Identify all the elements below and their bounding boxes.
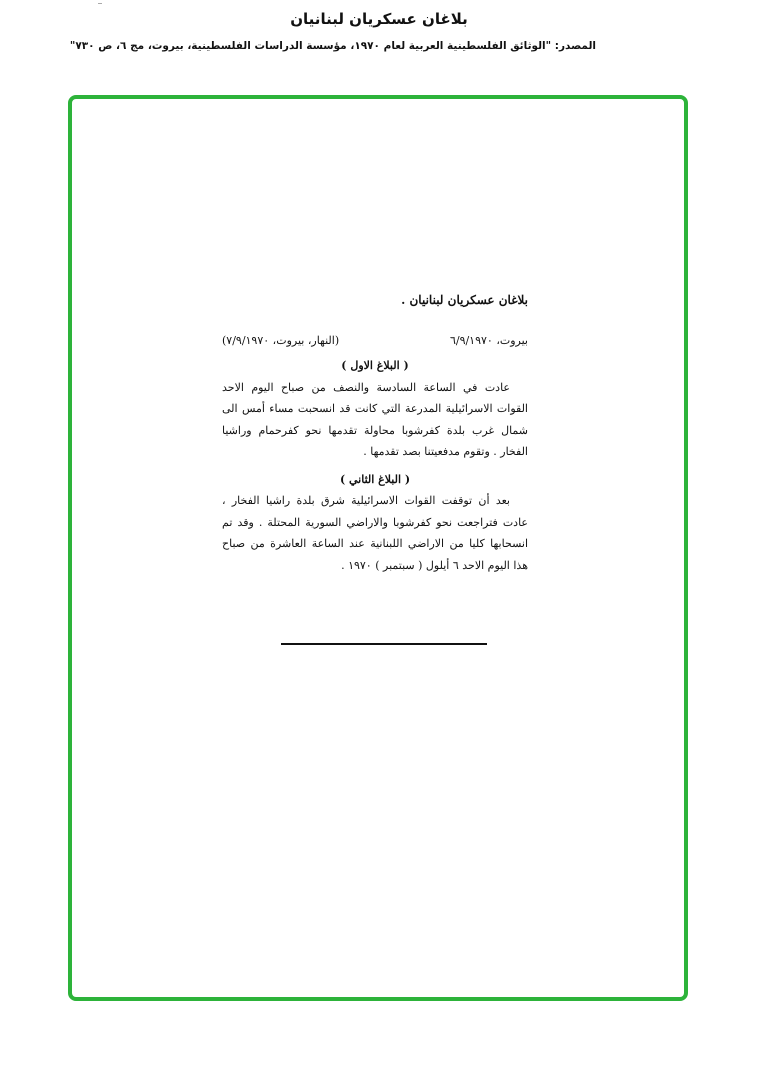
end-divider — [281, 643, 487, 645]
dateline-source: (النهار، بيروت، ٧/٩/١٩٧٠) — [222, 333, 340, 347]
communique-1-heading: ( البلاغ الاول ) — [341, 359, 409, 372]
dateline — [222, 330, 528, 352]
communique-2-heading: ( البلاغ الثاني ) — [339, 472, 411, 486]
page-title: بلاغان عسكريان لبنانيان — [290, 10, 468, 28]
document-body — [222, 290, 528, 582]
dateline-place: بيروت، ٦/٩/١٩٧٠ — [449, 333, 528, 347]
communique-2-text: بعد أن توقفت القوات الاسرائيلية شرق بلدة راشيا الفخار ، عادت فتراجعت نحو كفرشوبا والاراضي السورية المحتلة . وقد تم انسحابها كليا من الاراضي اللبنانية عند الساعة العاشرة من صباح هذا اليوم الاحد ٦ أيلول ( سبتمبر ) ١٩٧٠ . — [222, 494, 528, 572]
scan-artifact — [98, 3, 102, 4]
document-title: بلاغان عسكريان لبنانيان . — [401, 293, 528, 307]
source-citation: المصدر: "الوثائق الفلسطينية العربية لعام ١٩٧٠، مؤسسة الدراسات الفلسطينية، بيروت، مج ٦، ص ٧٣٠" — [69, 40, 596, 52]
communique-1-text: عادت في الساعة السادسة والنصف من صباح اليوم الاحد القوات الاسرائيلية المدرعة التي كانت قد انسحبت مساء أمس الى شمال غرب بلدة كفرشوبا محاولة تقدمها نحو كفرحمام وراشيا الفخار . وتقوم مدفعيتنا بصد تقدمها . — [222, 380, 528, 458]
